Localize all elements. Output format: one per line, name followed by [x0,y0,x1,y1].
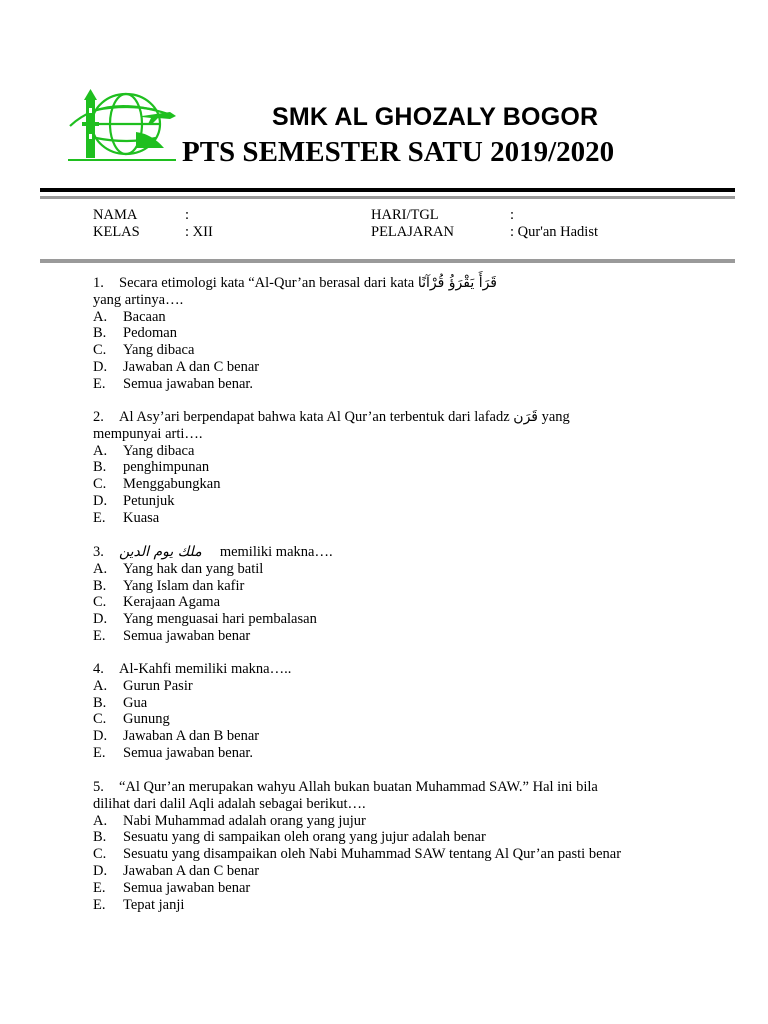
option-d[interactable]: D. Jawaban A dan C benar [93,358,260,375]
option-d[interactable]: D. Yang menguasai hari pembalasan [93,611,317,628]
arabic-text: قَرَن [513,409,538,425]
question-5 [93,779,703,913]
header-divider-thick [40,188,735,192]
question-text: Al Asy’ari berpendapat bahwa kata Al Qur’an terbentuk dari lafadz [119,409,510,425]
question-text: Secara etimologi kata “Al-Qur’an berasal dari kata [119,275,415,291]
option-a[interactable]: A. Nabi Muhammad adalah orang yang jujur [93,812,366,829]
option-e[interactable]: E. Semua jawaban benar [93,627,251,644]
question-text-continued: mempunyai arti…. [93,425,203,442]
option-c[interactable]: C. Menggabungkan [93,476,221,493]
option-a[interactable]: A. Yang hak dan yang batil [93,560,264,577]
option-e[interactable]: E. Semua jawaban benar. [93,375,254,392]
school-name: SMK AL GHOZALY BOGOR [272,103,599,131]
question-text-continued: yang artinya…. [93,291,184,308]
nama-label: NAMA [93,207,138,223]
question-3 [93,544,703,645]
option-e-extra[interactable]: E. Tepat janji [93,896,185,913]
option-c[interactable]: C. Kerajaan Agama [93,594,221,611]
option-a[interactable]: A. Yang dibaca [93,442,195,459]
identity-row-2 [93,224,733,241]
option-b[interactable]: B. Pedoman [93,325,177,342]
option-b[interactable]: B. Gua [93,694,148,711]
question-number: 1. [93,275,104,291]
pelajaran-value: : Qur'an Hadist [510,224,598,240]
question-2 [93,409,703,527]
option-a[interactable]: A. Bacaan [93,308,166,325]
question-number: 4. [93,661,104,677]
kelas-label: KELAS [93,224,140,240]
question-number: 5. [93,779,104,795]
identity-row-1 [93,207,733,224]
question-text: Al-Kahfi memiliki makna….. [119,661,292,677]
question-text: “Al Qur’an merupakan wahyu Allah bukan buatan Muhammad SAW.” Hal ini bila [119,779,598,795]
school-logo-icon [66,86,178,164]
option-e[interactable]: E. Semua jawaban benar [93,879,251,896]
option-b[interactable]: B. Yang Islam dan kafir [93,577,245,594]
arabic-text: قَرَأَ يَقْرَؤُ قُرْآنًا [417,275,497,291]
question-text-continued: dilihat dari dalil Aqli adalah sebagai berikut…. [93,795,366,812]
hari-label: HARI/TGL [371,207,439,223]
exam-title: PTS SEMESTER SATU 2019/2020 [182,136,615,168]
pelajaran-label: PELAJARAN [371,224,454,240]
option-e[interactable]: E. Semua jawaban benar. [93,744,254,761]
header-divider-thin [40,196,735,199]
option-c[interactable]: C. Yang dibaca [93,342,195,359]
arabic-text: ملك يوم الدين [119,544,202,560]
option-c[interactable]: C. Gunung [93,711,170,728]
option-b[interactable]: B. penghimpunan [93,459,210,476]
option-d[interactable]: D. Jawaban A dan B benar [93,728,260,745]
question-4 [93,661,703,762]
question-text-after: memiliki makna…. [219,544,333,560]
question-number: 3. [93,544,104,560]
option-d[interactable]: D. Jawaban A dan C benar [93,862,260,879]
kelas-value: : XII [185,224,213,240]
question-number: 2. [93,409,104,425]
hari-value[interactable]: : [510,207,515,223]
nama-value[interactable]: : [185,207,190,223]
option-b[interactable]: B. Sesuatu yang di sampaikan oleh orang yang jujur adalah benar [93,829,486,846]
identity-divider [40,259,735,263]
option-e[interactable]: E. Kuasa [93,509,160,526]
option-a[interactable]: A. Gurun Pasir [93,677,193,694]
option-c[interactable]: C. Sesuatu yang disampaikan oleh Nabi Muhammad SAW tentang Al Qur’an pasti benar [93,846,622,863]
option-d[interactable]: D. Petunjuk [93,492,175,509]
question-text-after: yang [541,409,570,425]
question-1 [93,275,703,393]
